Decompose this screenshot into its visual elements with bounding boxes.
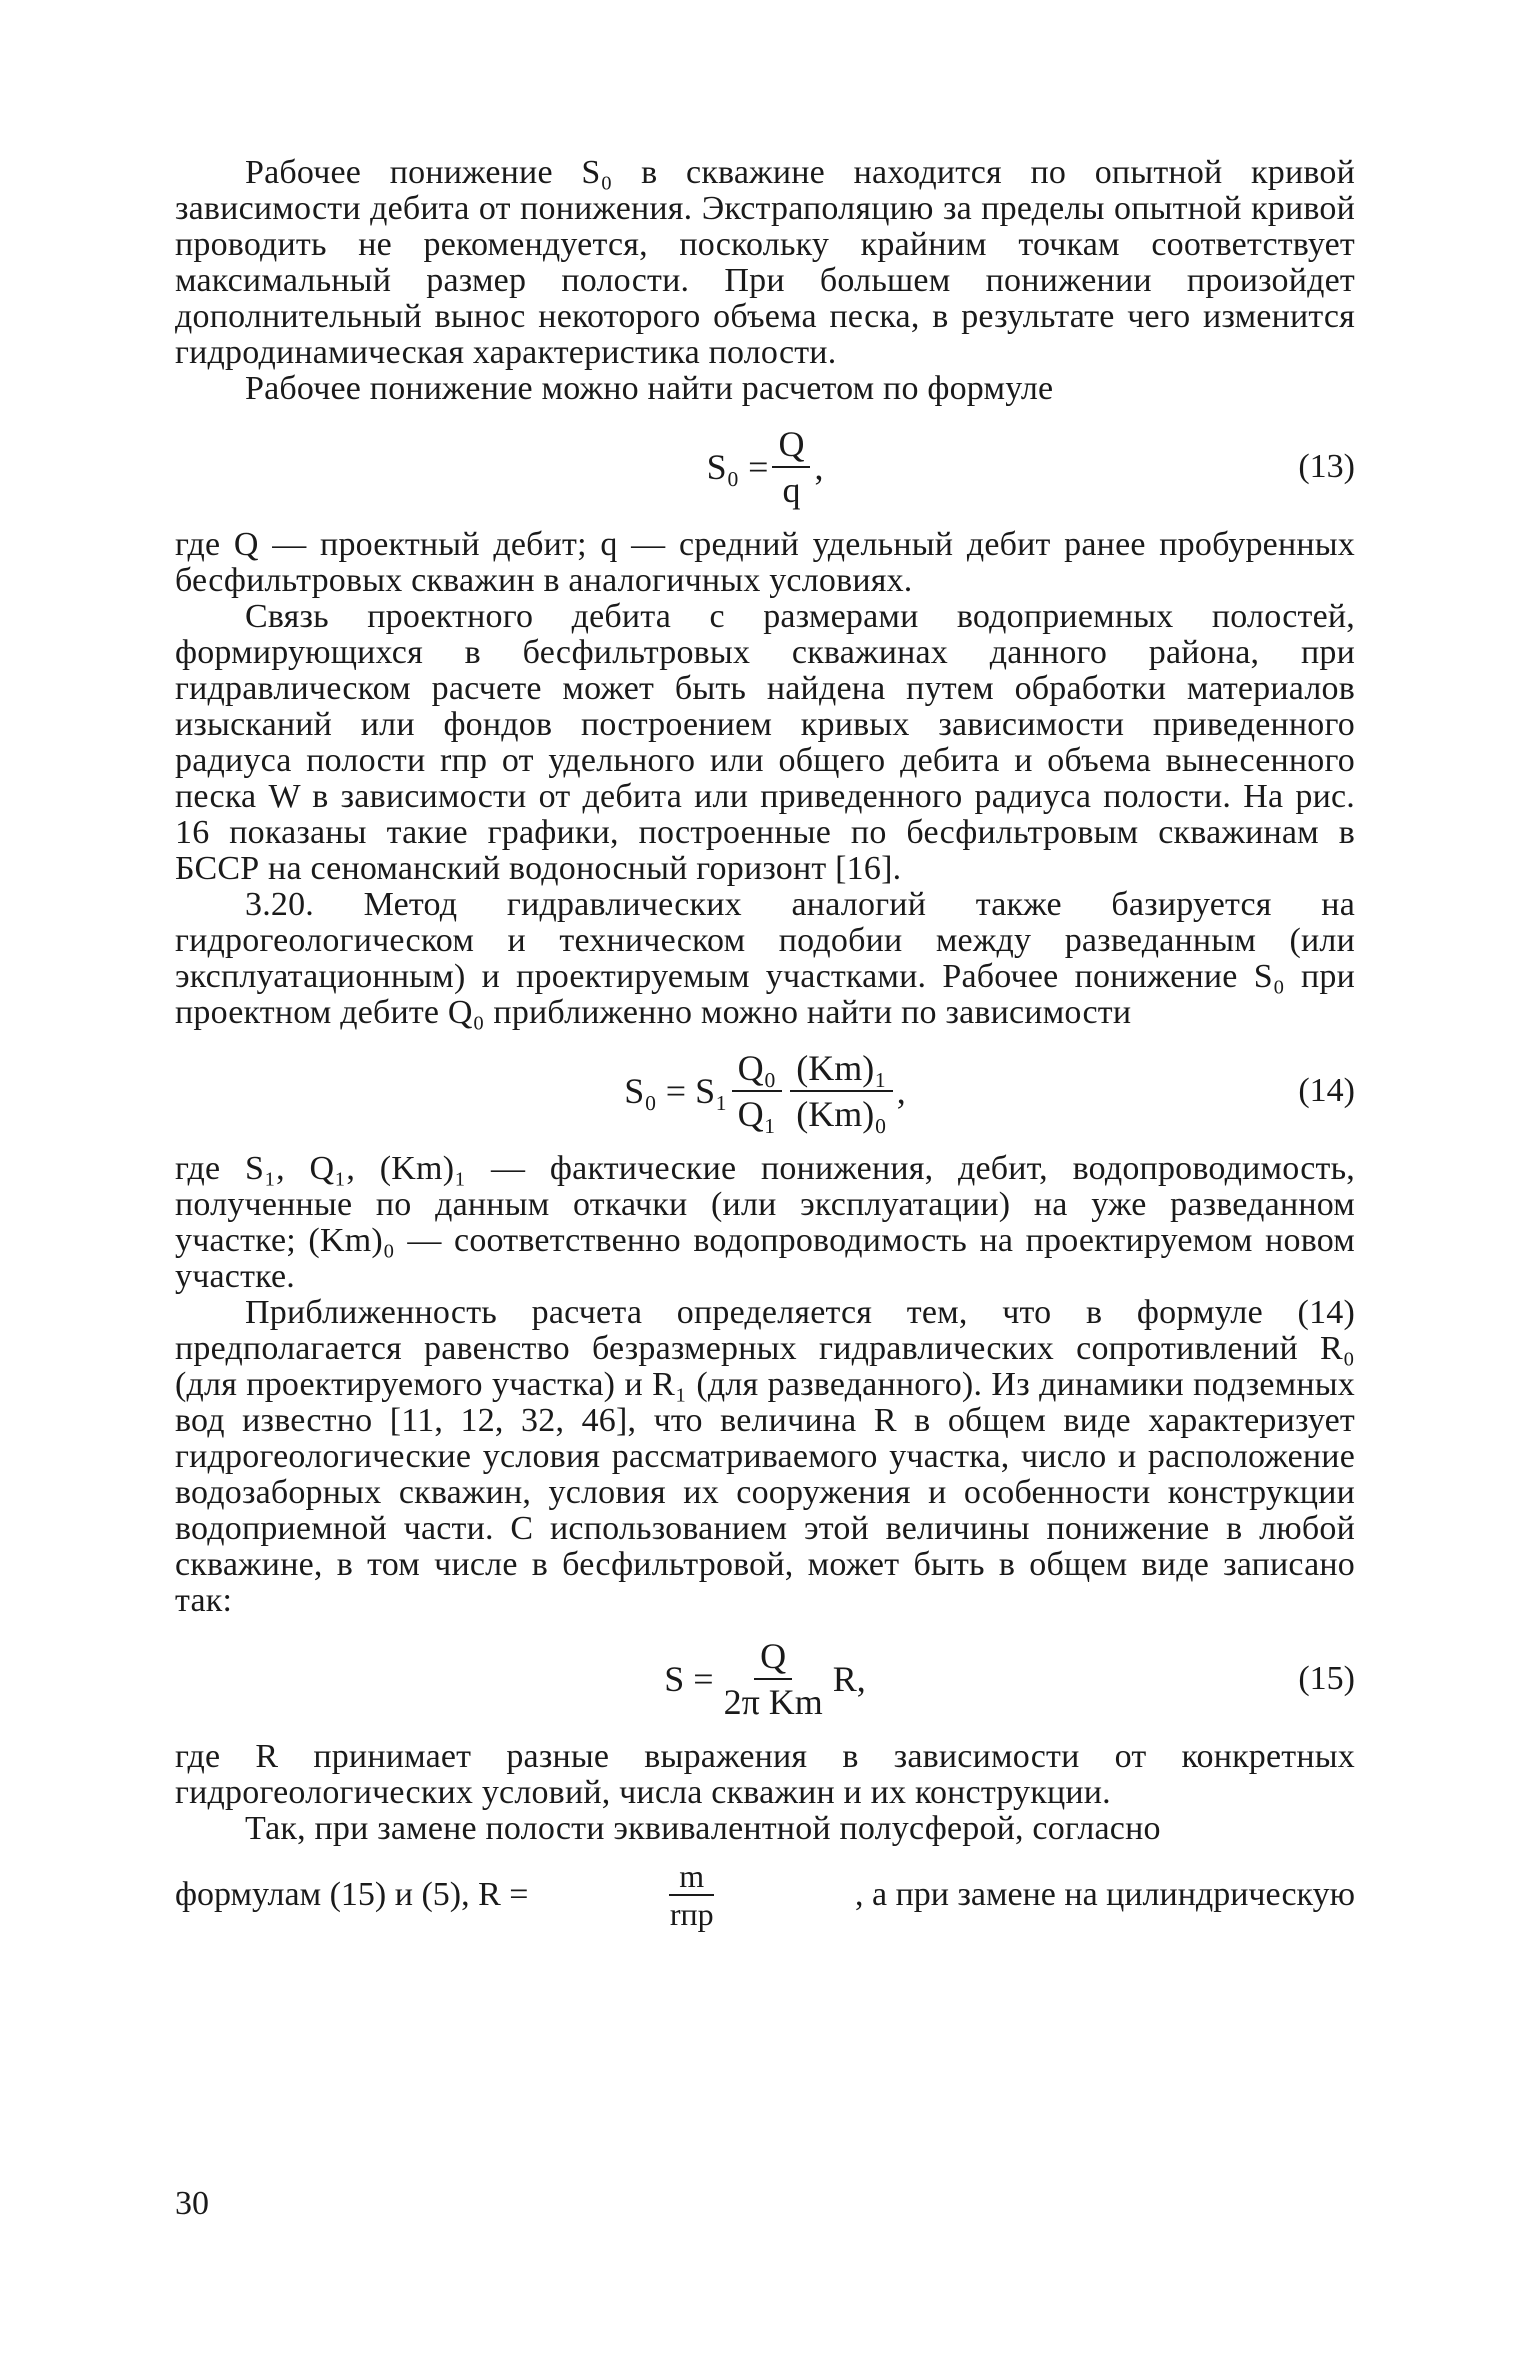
inline-line-left: формулам (15) и (5), R = <box>175 1876 529 1913</box>
formula-15 <box>175 1619 1355 1739</box>
formula-13-label: (13) <box>1298 448 1355 485</box>
paragraph-7: Приближенность расчета определяется тем, что в формуле (14) предполагается равенство безразмерных гидравлических сопротивлений R₀ (для проектируемого участка) и R₁ (для разведанного). Из динамики подземных вод известно [11, 12, 32, 46], что величина R в общем виде характеризует гидрогеологические условия рассматриваемого участка, число и расположение водозаборных скважин, условия их сооружения и особенности конструкции водоприемной части. С использованием этой величины понижение в любой скважине, в том числе в бесфильтровой, может быть в общем виде записано так: <box>175 1294 1355 1619</box>
formula-14-denominator-2: (Km)₀ <box>796 1094 887 1134</box>
formula-15-denominator: 2π Km <box>723 1682 823 1722</box>
paragraph-6: где S₁, Q₁, (Km)₁ — фактические понижения, дебит, водопроводимость, полученные по данным откачки (или эксплуатации) на уже разведанном участке; (Km)₀ — соответственно водопроводимость на проектируемом новом участке. <box>175 1150 1355 1295</box>
paragraph-4: Связь проектного дебита с размерами водоприемных полостей, формирующихся в бесфильтровых скважинах данного района, при гидравлическом расчете может быть найдена путем обработки материалов изысканий или фондов построением кривых зависимости приведенного радиуса полости rпр от удельного или общего дебита и объема вынесенного песка W в зависимости от дебита или приведенного радиуса полости. На рис. 16 показаны такие графики, построенные по бесфильтровым скважинам в БССР на сеноманский водоносный горизонт [16]. <box>175 598 1355 887</box>
inline-fraction-denominator: rпр <box>669 1896 714 1932</box>
formula-14-label: (14) <box>1298 1072 1355 1109</box>
formula-13 <box>175 407 1355 527</box>
formula-14-fraction-2 <box>790 1048 893 1134</box>
formula-14-numerator-2: (Km)₁ <box>790 1048 893 1092</box>
formula-15-fraction <box>718 1636 829 1722</box>
paragraph-1: Рабочее понижение S₀ в скважине находится по опытной кривой зависимости дебита от понижения. Экстраполяцию за пределы опытной кривой проводить не рекомендуется, поскольку крайним точкам соответствует максимальный размер полости. При большем понижении произойдет дополнительный вынос некоторого объема песка, в результате чего изменится гидродинамическая характеристика полости. <box>175 154 1355 371</box>
formula-14-fraction-1 <box>732 1048 783 1134</box>
paragraph-9: Так, при замене полости эквивалентной полусферой, согласно <box>245 1810 1161 1847</box>
formula-14-tail: , <box>896 1071 906 1111</box>
formula-15-tail: R, <box>832 1659 866 1699</box>
formula-13-lhs: S₀ = <box>706 447 769 487</box>
formula-13-fraction <box>772 424 810 510</box>
formula-14 <box>175 1031 1355 1151</box>
page-number: 30 <box>175 2185 209 2222</box>
formula-15-label: (15) <box>1298 1660 1355 1697</box>
paragraph-2: Рабочее понижение можно найти расчетом по формуле <box>245 370 1054 407</box>
formula-13-tail: , <box>814 447 824 487</box>
inline-fraction-numerator: m <box>669 1858 714 1896</box>
formula-13-numerator: Q <box>772 424 810 468</box>
paragraph-8: где R принимает разные выражения в зависимости от конкретных гидрогеологических условий, числа скважин и их конструкции. <box>175 1738 1355 1811</box>
formula-14-denominator-1: Q₁ <box>737 1094 777 1134</box>
paragraph-5: 3.20. Метод гидравлических аналогий также базируется на гидрогеологическом и техническом подобии между разведанным (или эксплуатационным) и проектируемым участками. Рабочее понижение S₀ при проектном дебите Q₀ приближенно можно найти по зависимости <box>175 886 1355 1031</box>
formula-15-lhs: S = <box>664 1659 714 1699</box>
formula-13-denominator: q <box>782 470 801 510</box>
inline-line-right: , а при замене на цилиндрическую <box>854 1876 1355 1913</box>
inline-fraction <box>660 1858 724 1932</box>
formula-14-lhs: S₀ = S₁ <box>624 1071 728 1111</box>
formula-14-numerator-1: Q₀ <box>732 1048 783 1092</box>
formula-15-numerator: Q <box>754 1636 792 1680</box>
formula-inline-line <box>175 1847 1355 1943</box>
paragraph-3: где Q — проектный дебит; q — средний удельный дебит ранее пробуренных бесфильтровых скважин в аналогичных условиях. <box>175 526 1355 599</box>
page-body <box>175 155 1355 1943</box>
